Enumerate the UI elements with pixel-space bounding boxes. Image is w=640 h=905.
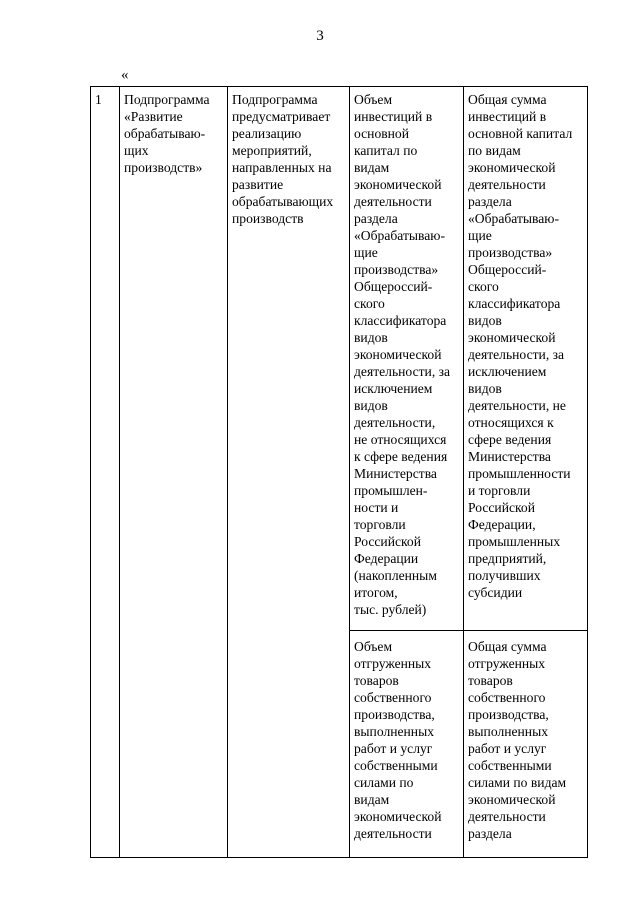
calculation-method-cell [464,631,588,858]
indicator-cell [350,87,464,631]
indicator-text: Объем отгруженных товаров собственного производства, выполненных работ и услуг собственными силами по видам экономической деятельности [354,639,442,841]
subprogram-description-cell [228,87,350,858]
calculation-method-text: Общая сумма отгруженных товаров собственного производства, выполненных работ и услуг собственными силами по видам экономической деятельности раздела [468,639,567,841]
indicator-text: Объем инвестиций в основной капитал по видам экономической деятельности раздела «Обрабатываю- щие производства» Общероссий- ского классификатора видов экономической деятельности, за исключением видов деятельности, не относящихся к сфере ведения Министерства промышлен- ности и торговли Российской Федерации (накопленным итогом, тыс. рублей) [354,92,451,617]
indicator-cell [350,631,464,858]
calculation-method-text: Общая сумма инвестиций в основной капитал по видам экономической деятельности раздела «Обрабатываю- щие производства» Общероссий- ского классификатора видов экономической деятельности, за исключением видов деятельности, не относящихся к сфере ведения Министерства промышленности и торговли Российской Федерации, промышленных предприятий, получивших субсидии [468,92,573,600]
indicators-table [90,86,588,858]
subprogram-description: Подпрограмма предусматривает реализацию мероприятий, направленных на развитие обрабатывающих производств [232,92,334,226]
opening-quote-mark: « [121,67,129,83]
page-number: 3 [316,28,324,44]
subprogram-name: Подпрограмма «Развитие обрабатываю- щих производств» [124,92,210,175]
subprogram-name-cell [120,87,228,858]
calculation-method-cell [464,87,588,631]
table-row [91,87,588,631]
row-number-cell [91,87,120,858]
row-number: 1 [95,92,102,107]
